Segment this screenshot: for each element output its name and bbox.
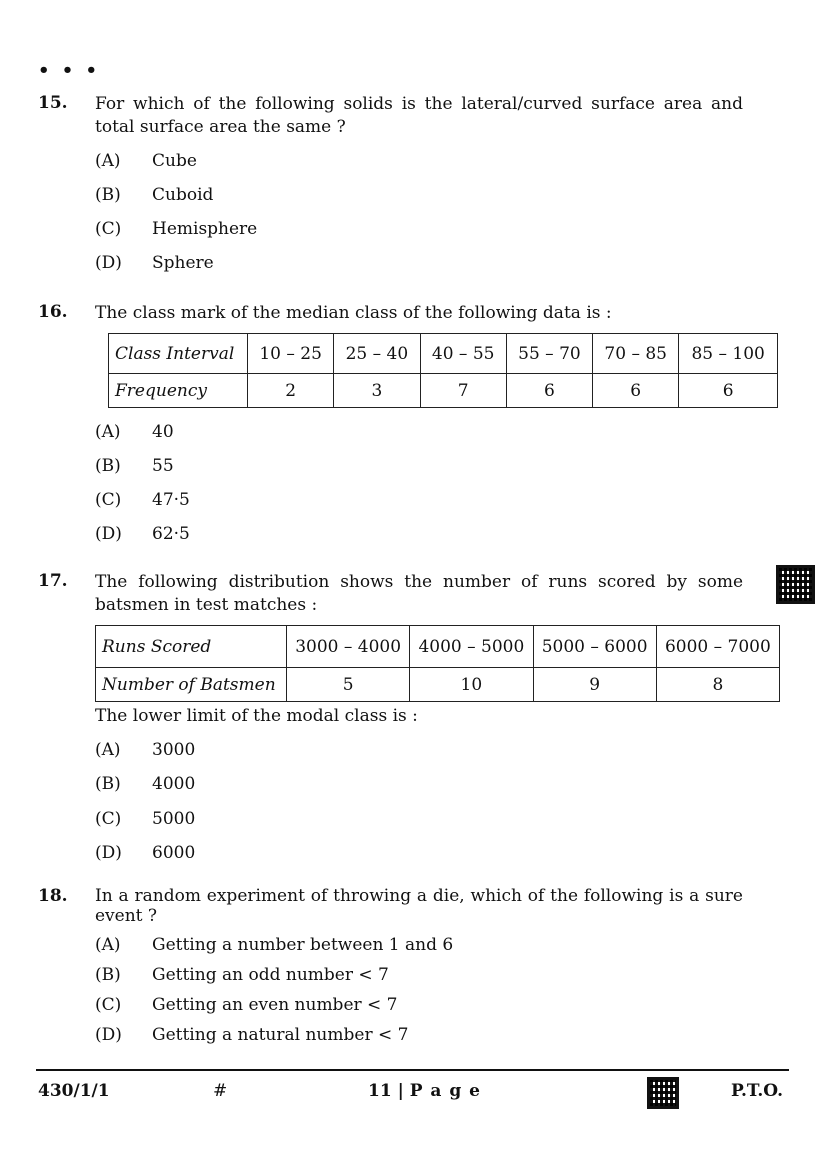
option-label: (C) — [95, 490, 122, 510]
table-cell: 3 — [334, 374, 420, 408]
option-text: Cube — [152, 151, 197, 171]
top-dots: • • • — [38, 60, 101, 81]
option-label: (C) — [95, 219, 122, 239]
q16-option-c — [95, 490, 190, 510]
class-interval-table — [108, 333, 778, 408]
option-text: Getting a number between 1 and 6 — [152, 935, 454, 955]
option-label: (C) — [95, 809, 122, 829]
option-text: 4000 — [152, 774, 196, 794]
table-cell: 6 — [679, 374, 778, 408]
table-cell: 4000 – 5000 — [410, 626, 533, 668]
table-cell: 3000 – 4000 — [287, 626, 410, 668]
q17-option-d — [95, 843, 195, 863]
table-row — [96, 626, 780, 668]
option-text: 3000 — [152, 740, 196, 760]
q16-option-a — [95, 422, 174, 442]
option-label: (C) — [95, 995, 122, 1015]
table-cell: 10 – 25 — [248, 334, 334, 374]
q15-option-b — [95, 185, 213, 205]
q15-option-a — [95, 151, 197, 171]
table-row — [109, 334, 778, 374]
question-18-text: In a random experiment of throwing a die, which of the following is a sure event ? — [95, 886, 743, 926]
option-text: Cuboid — [152, 185, 214, 205]
footer-qr-code-icon — [647, 1077, 679, 1109]
table-cell: 55 – 70 — [506, 334, 592, 374]
option-label: (B) — [95, 965, 121, 985]
question-16-text: The class mark of the median class of the following data is : — [95, 303, 612, 323]
option-label: (D) — [95, 253, 122, 273]
q17-option-c — [95, 809, 195, 829]
page-word: P a g e — [409, 1081, 481, 1101]
option-text: 6000 — [152, 843, 196, 863]
table-cell: 6 — [506, 374, 592, 408]
option-label: (A) — [95, 935, 121, 955]
option-label: (B) — [95, 456, 121, 476]
table-cell: 6000 – 7000 — [656, 626, 779, 668]
q18-option-c — [95, 995, 398, 1015]
table-cell: 40 – 55 — [420, 334, 506, 374]
option-text: Getting an even number < 7 — [152, 995, 398, 1015]
table-row-header: Frequency — [109, 374, 248, 408]
q15-option-c — [95, 219, 257, 239]
table-cell: 10 — [410, 668, 533, 702]
question-15-text: For which of the following solids is the lateral/curved surface area and total surface area the same ? — [95, 94, 743, 137]
table-row-header: Number of Batsmen — [96, 668, 287, 702]
option-text: Hemisphere — [152, 219, 258, 239]
qr-code-icon — [776, 565, 815, 604]
page-number-value: 11 — [368, 1081, 392, 1101]
option-label: (D) — [95, 843, 122, 863]
page-separator: | — [397, 1081, 404, 1101]
table-cell: 5 — [287, 668, 410, 702]
table-cell: 70 – 85 — [593, 334, 679, 374]
option-label: (A) — [95, 151, 121, 171]
question-16-number: 16. — [38, 302, 68, 322]
option-label: (A) — [95, 740, 121, 760]
table-row — [109, 374, 778, 408]
paper-code: 430/1/1 — [38, 1081, 110, 1101]
table-row-header: Runs Scored — [96, 626, 287, 668]
q17-option-a — [95, 740, 195, 760]
footer-divider — [36, 1069, 789, 1071]
q16-option-b — [95, 456, 174, 476]
option-label: (B) — [95, 185, 121, 205]
option-text: 55 — [152, 456, 174, 476]
question-18-number: 18. — [38, 886, 68, 906]
table-cell: 85 – 100 — [679, 334, 778, 374]
q18-option-a — [95, 935, 453, 955]
option-label: (D) — [95, 524, 122, 544]
table-cell: 8 — [656, 668, 779, 702]
q18-option-d — [95, 1025, 408, 1045]
table-cell: 6 — [593, 374, 679, 408]
option-text: 62·5 — [152, 524, 190, 544]
option-label: (B) — [95, 774, 121, 794]
question-17-number: 17. — [38, 571, 68, 591]
runs-scored-table — [95, 625, 780, 702]
table-row-header: Class Interval — [109, 334, 248, 374]
option-text: 40 — [152, 422, 174, 442]
option-text: Getting a natural number < 7 — [152, 1025, 409, 1045]
q17-option-b — [95, 774, 195, 794]
table-cell: 9 — [533, 668, 656, 702]
question-17-subtext: The lower limit of the modal class is : — [95, 706, 418, 726]
table-row — [96, 668, 780, 702]
table-cell: 7 — [420, 374, 506, 408]
option-text: 5000 — [152, 809, 196, 829]
q18-option-b — [95, 965, 389, 985]
option-text: 47·5 — [152, 490, 190, 510]
table-cell: 2 — [248, 374, 334, 408]
table-cell: 25 – 40 — [334, 334, 420, 374]
q15-option-d — [95, 253, 214, 273]
page-number — [368, 1081, 481, 1101]
option-label: (A) — [95, 422, 121, 442]
option-text: Getting an odd number < 7 — [152, 965, 389, 985]
hash-mark: # — [213, 1081, 228, 1101]
question-17-text: The following distribution shows the number of runs scored by some batsmen in test matches : — [95, 572, 743, 615]
pto-label: P.T.O. — [731, 1081, 783, 1101]
q16-option-d — [95, 524, 190, 544]
option-text: Sphere — [152, 253, 214, 273]
option-label: (D) — [95, 1025, 122, 1045]
question-15-number: 15. — [38, 93, 68, 113]
table-cell: 5000 – 6000 — [533, 626, 656, 668]
